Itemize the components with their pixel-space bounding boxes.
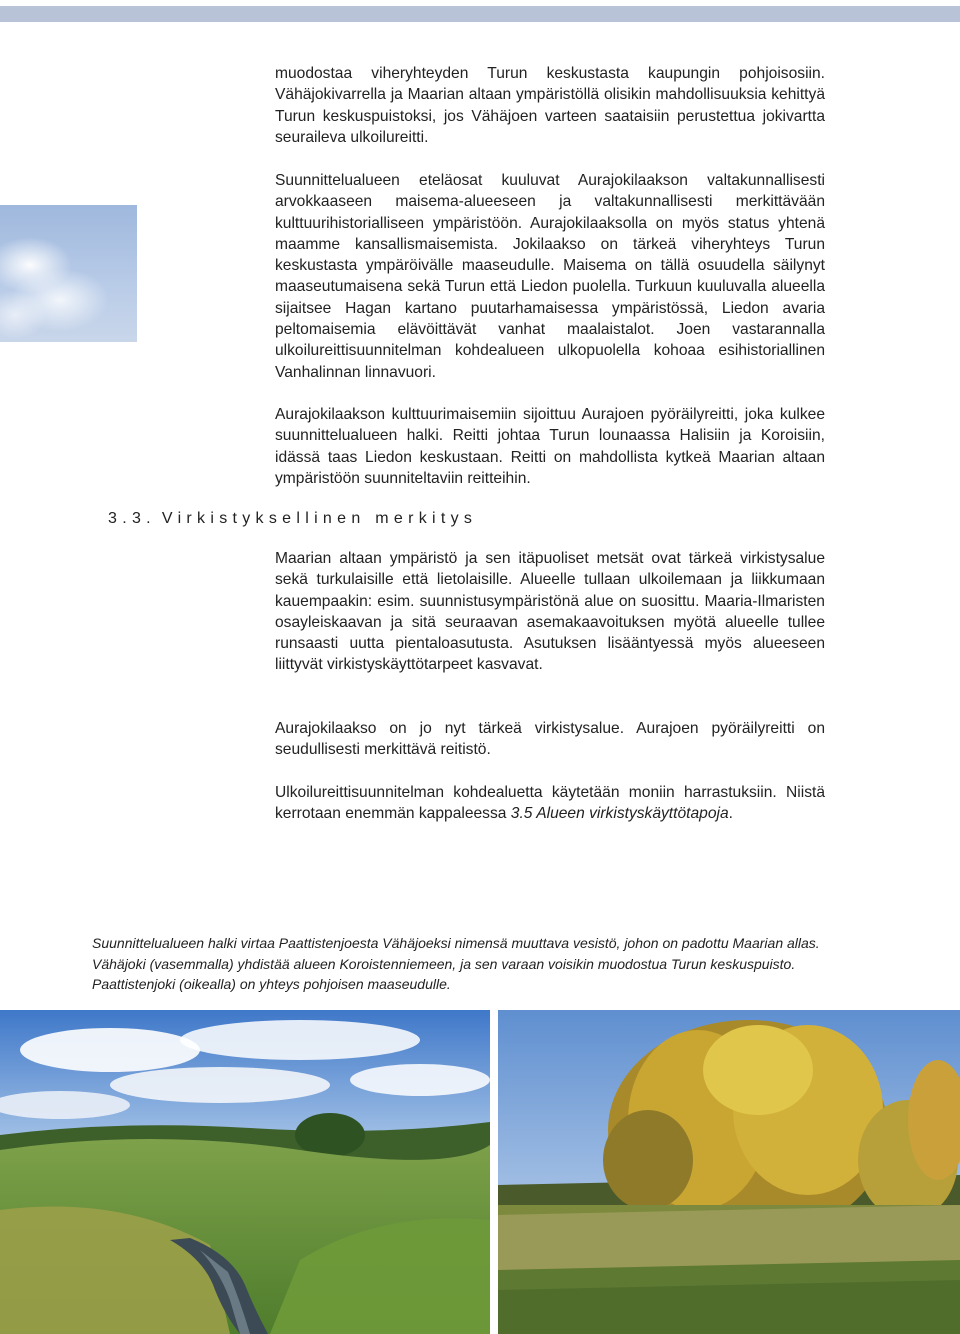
paragraph-3 [275, 404, 825, 489]
section-reference: 3.5 Alueen virkistyskäyttötapoja [510, 805, 729, 823]
paragraph-1 [275, 63, 825, 148]
paragraph-3-text: Aurajokilaakson kulttuurimaisemiin sijoittuu Aurajoen pyöräilyreitti, joka kulkee suunnittelualueen halki. Reitti johtaa Turun lounaassa Halisiin ja Koroisiin, idässä taas Liedon keskustaan. Reitti on mahdollista kytkeä Maarian altaan ympäristöön suunniteltaviin reitteihin. [275, 406, 825, 487]
paragraph-1-text: muodostaa viheryhteyden Turun keskustasta kaupungin pohjoisosiin. Vähäjokivarrella ja Maarian altaan ympäristöllä olisikin mahdollisuuksia kehittyä Turun keskuspuistoksi, jos Vähäjoen varteen saataisiin perustettua jokivartta seuraileva ulkoilureitti. [275, 65, 825, 146]
paragraph-6-text [275, 782, 825, 825]
paragraph-2-text: Suunnittelualueen eteläosat kuuluvat Aurajokilaakson valtakunnallisesti arvokkaaseen maisema-alueeseen ja valtakunnallisesti merkittävään kulttuurihistorialliseen ympäristöön. Aurajokilaaksolla on myös status yhtenä maamme kansallismaisemista. Jokilaakso on tärkeä viheryhteys Turun keskustasta ympäröivälle maaseudulle. Maisema on tällä osuudella säilynyt maaseutumaisena sekä Turun että Liedon puolella. Turkuun kuuluvalla alueella sijaitsee Hagan kartano puutarhamaisessa ympäristössä, Liedon avaria peltomaisemia elävöittävät vanhat maalaistalot. Joen vastarannalla ulkoilureittisuunnitelman kohdealueen ulkopuolella kohoaa esihistoriallinen Vanhalinnan linnavuori. [275, 172, 825, 381]
sky-thumbnail-image [0, 205, 137, 342]
paragraph-6 [275, 782, 825, 825]
paragraph-6-body: Ulkoilureittisuunnitelman kohdealuetta käytetään moniin harrastuksiin. Niistä kerrotaan enemmän kappaleessa [275, 784, 825, 823]
paragraph-4-text: Maarian altaan ympäristö ja sen itäpuoliset metsät ovat tärkeä virkistysalue sekä turkulaisille että lietolaisille. Alueelle tullaan ulkoilemaan ja liikkumaan kauempaakin: esim. suunnistusympäristönä alue on suosittu. Maaria-Ilmaristen osayleiskaavan ja sitä seuraavan asemakaavoituksen myötä alueelle tullee runsaasti uutta pientaloasutusta. Asutuksen lisääntyessä myös alueeseen liittyvät virkistyskäyttötarpeet kasvavat. [275, 550, 825, 674]
paragraph-6-end: . [728, 805, 733, 823]
paragraph-4 [275, 548, 825, 676]
vahajoki-landscape-illustration [0, 1010, 490, 1334]
photo-caption: Suunnittelualueen halki virtaa Paattistenjoesta Vähäjoeksi nimensä muuttava vesistö, johon on padottu Maarian allas. Vähäjoki (vasemmalla) yhdistää alueen Koroistenniemeen, ja sen varaan voisikin muodostua Turun keskuspuisto. Paattistenjoki (oikealla) on yhteys pohjoisen maaseudulle. [92, 935, 820, 992]
paattistenjoki-landscape-illustration [498, 1010, 960, 1334]
header-band [0, 6, 960, 22]
section-number: 3.3. [108, 510, 156, 527]
paattistenjoki-photo [498, 1010, 960, 1334]
vahajoki-photo [0, 1010, 490, 1334]
paragraph-2 [275, 170, 825, 383]
section-title: Virkistyksellinen merkitys [161, 510, 478, 527]
section-heading [108, 510, 477, 528]
paragraph-5 [275, 718, 825, 761]
paragraph-5-text: Aurajokilaakso on jo nyt tärkeä virkistysalue. Aurajoen pyöräilyreitti on seudullisesti merkittävä reitistö. [275, 720, 825, 759]
